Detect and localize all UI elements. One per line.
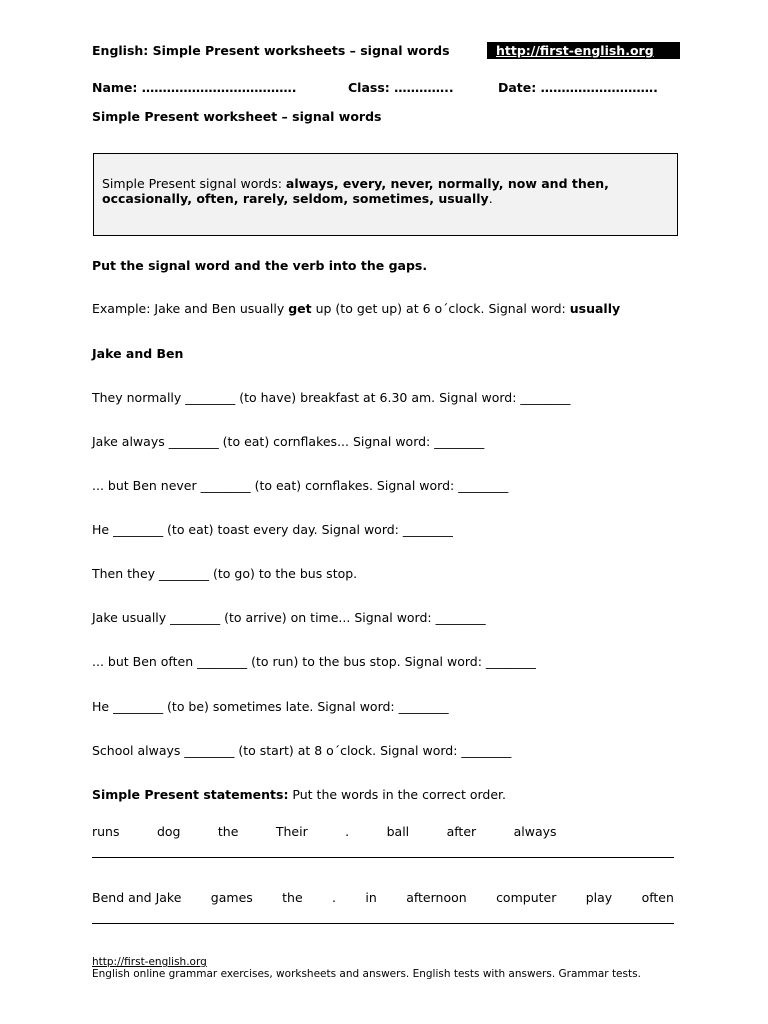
exercise-6[interactable]: Jake usually ________ (to arrive) on time... Signal word: ________ bbox=[92, 610, 486, 625]
word: play bbox=[585, 890, 613, 905]
gap-instruction: Put the signal word and the verb into the gaps. bbox=[92, 258, 428, 273]
word: Bend and Jake bbox=[92, 890, 182, 905]
worksheet-title: English: Simple Present worksheets – signal words bbox=[92, 43, 450, 58]
answer-line-2[interactable] bbox=[92, 923, 674, 924]
example-before: Example: Jake and Ben usually bbox=[92, 301, 289, 316]
word: . bbox=[332, 890, 337, 905]
exercise-1[interactable]: They normally ________ (to have) breakfast at 6.30 am. Signal word: ________ bbox=[92, 390, 571, 405]
signal-words-line1: always, every, never, normally, now and then, bbox=[285, 176, 609, 191]
exercise-3[interactable]: ... but Ben never ________ (to eat) cornflakes. Signal word: ________ bbox=[92, 478, 509, 493]
signal-words-line2: occasionally, often, rarely, seldom, sometimes, usually bbox=[102, 191, 489, 206]
word: ball bbox=[386, 824, 410, 839]
word-row-1 bbox=[92, 824, 674, 839]
statements-instruction: Put the words in the correct order. bbox=[288, 787, 506, 802]
word-row-2 bbox=[92, 890, 674, 905]
word: computer bbox=[496, 890, 557, 905]
word: after bbox=[446, 824, 477, 839]
exercise-7[interactable]: ... but Ben often ________ (to run) to the bus stop. Signal word: ________ bbox=[92, 654, 536, 669]
example-verb: get bbox=[288, 301, 312, 316]
signal-box-prefix: Simple Present signal words: bbox=[102, 176, 286, 191]
word: dog bbox=[156, 824, 181, 839]
word: in bbox=[365, 890, 377, 905]
example-after: up (to get up) at 6 o´clock. Signal word: bbox=[311, 301, 570, 316]
footer-text: English online grammar exercises, worksheets and answers. English tests with answers. Grammar tests. bbox=[92, 968, 641, 980]
word: runs bbox=[92, 824, 120, 839]
class-field[interactable]: Class: ………….. bbox=[348, 80, 454, 95]
exercise-2[interactable]: Jake always ________ (to eat) cornflakes... Signal word: ________ bbox=[92, 434, 485, 449]
statements-title: Simple Present statements: bbox=[92, 787, 289, 802]
example-signal: usually bbox=[569, 301, 621, 316]
word: afternoon bbox=[406, 890, 467, 905]
exercise-9[interactable]: School always ________ (to start) at 8 o´clock. Signal word: ________ bbox=[92, 743, 512, 758]
exercise-5[interactable]: Then they ________ (to go) to the bus stop. bbox=[92, 566, 358, 581]
exercise-4[interactable]: He ________ (to eat) toast every day. Signal word: ________ bbox=[92, 522, 453, 537]
site-url-link[interactable]: http://first-english.org bbox=[487, 42, 680, 59]
statements-heading bbox=[92, 787, 506, 802]
example-sentence bbox=[92, 301, 620, 316]
word: games bbox=[210, 890, 253, 905]
word: the bbox=[217, 824, 239, 839]
word bbox=[594, 824, 674, 839]
date-field[interactable]: Date: ………………………. bbox=[498, 80, 658, 95]
exercise-8[interactable]: He ________ (to be) sometimes late. Signal word: ________ bbox=[92, 699, 449, 714]
signal-words-box bbox=[93, 153, 678, 236]
signal-box-suffix: . bbox=[488, 191, 493, 206]
subheading: Jake and Ben bbox=[92, 346, 184, 361]
word: the bbox=[282, 890, 303, 905]
word: Their bbox=[275, 824, 308, 839]
word: . bbox=[345, 824, 350, 839]
footer-link[interactable]: http://first-english.org bbox=[92, 956, 207, 968]
section-title: Simple Present worksheet – signal words bbox=[92, 109, 382, 124]
name-field[interactable]: Name: ………………………………. bbox=[92, 80, 297, 95]
word: always bbox=[513, 824, 557, 839]
word: often bbox=[641, 890, 674, 905]
answer-line-1[interactable] bbox=[92, 857, 674, 858]
